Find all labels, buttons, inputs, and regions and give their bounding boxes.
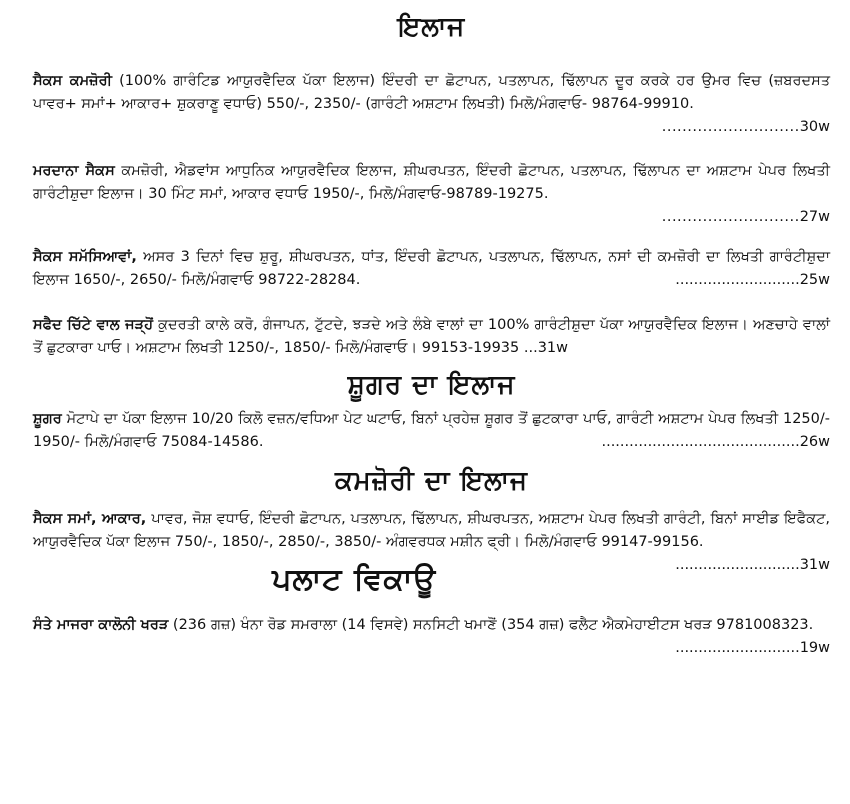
ad-body: ਕੁਦਰਤੀ ਕਾਲੇ ਕਰੋ, ਗੰਜਾਪਨ, ਟੁੱਟਦੇ, ਝੜਦੇ ਅਤੇ ਲੰਬੇ ਵਾਲਾਂ ਦਾ 100% ਗਾਰੰਟੀਸ਼ੁਦਾ ਪੱਕਾ ਆਯੁਰਵੈਦਿਕ ਇਲਾਜ। ਅਣਚਾਹੇ ਵਾਲਾਂ ਤੋਂ ਛੁਟਕਾਰਾ ਪਾਓ। ਅਸ਼ਟਾਮ ਲਿਖਤੀ 1250/-, 1850/- ਮਿਲੋ/ਮੰਗਵਾਓ। 99153-19935 ... bbox=[33, 317, 831, 356]
ad-body: ਮੋਟਾਪੇ ਦਾ ਪੱਕਾ ਇਲਾਜ 10/20 ਕਿਲੋ ਵਜ਼ਨ/ਵਧਿਆ ਪੇਟ ਘਟਾਓ, ਬਿਨਾਂ ਪ੍ਰਹੇਜ਼ ਸ਼ੂਗਰ ਤੋਂ ਛੁਟਕਾਰਾ ਪਾਓ, ਗਾਰੰਟੀ ਅਸ਼ਟਾਮ ਪੇਪਰ ਲਿਖਤੀ 1250/- 1950/- ਮਿਲੋ/ਮੰਗਵਾਓ 75084-14586. bbox=[33, 411, 830, 450]
section-heading: ਪਲਾਟ ਵਿਕਾਊ bbox=[272, 562, 437, 597]
ad-item bbox=[33, 408, 830, 454]
section-heading: ਇਲਾਜ bbox=[397, 12, 466, 42]
ad-text bbox=[33, 246, 830, 292]
ad-code-line bbox=[601, 431, 830, 454]
ad-item bbox=[33, 160, 830, 228]
section-heading: ਕਮਜ਼ੋਰੀ ਦਾ ਇਲਾਜ bbox=[334, 466, 529, 496]
ad-code-line bbox=[675, 269, 830, 292]
ad-dots: ........................... bbox=[661, 119, 800, 135]
ad-text bbox=[33, 70, 830, 116]
ad-lead: ਸੈਕਸ ਕਮਜ਼ੋਰੀ bbox=[33, 73, 112, 89]
section-heading: ਸ਼ੂਗਰ ਦਾ ਇਲਾਜ bbox=[347, 370, 516, 400]
ad-code: 19w bbox=[799, 640, 830, 656]
ad-dots: ........................... bbox=[661, 209, 800, 225]
ad-body: ਪਾਵਰ, ਜੋਸ਼ ਵਧਾਓ, ਇੰਦਰੀ ਛੋਟਾਪਨ, ਪਤਲਾਪਨ, ਢਿੱਲਾਪਨ, ਸ਼ੀਘਰਪਤਨ, ਅਸ਼ਟਾਮ ਪੇਪਰ ਲਿਖਤੀ ਗਾਰੰਟੀ, ਬਿਨਾਂ ਸਾਈਡ ਇਫੈਕਟ, ਆਯੁਰਵੈਦਿਕ ਪੱਕਾ ਇਲਾਜ 750/-, 1850/-, 2850/-, 3850/- ਅੰਗਵਰਧਕ ਮਸ਼ੀਨ ਫ੍ਰੀ। ਮਿਲੋ/ਮੰਗਵਾਓ 99147-99156. bbox=[33, 511, 830, 550]
ad-code: 26w bbox=[799, 434, 830, 450]
ad-body: (236 ਗਜ਼) ਖੰਨਾ ਰੋਡ ਸਮਰਾਲਾ (14 ਵਿਸਵੇ) ਸਨਸਿਟੀ ਖਮਾਣੋਂ (354 ਗਜ਼) ਫਲੈਟ ਐਕਮੇਹਾਈਟਸ ਖਰੜ 9781008323. bbox=[168, 617, 814, 633]
ad-text bbox=[33, 314, 830, 360]
ad-code-line bbox=[675, 554, 830, 577]
ad-lead: ਸਫੈਦ ਚਿੱਟੇ ਵਾਲ ਜੜ੍ਹੋਂ bbox=[33, 317, 153, 333]
ad-item bbox=[33, 314, 830, 360]
ad-text bbox=[33, 160, 830, 206]
ad-text bbox=[33, 508, 830, 573]
ad-code: 31w bbox=[799, 557, 830, 573]
ad-code-line bbox=[675, 637, 830, 660]
ad-item bbox=[33, 508, 830, 573]
ad-item bbox=[33, 246, 830, 292]
ad-dots: ........................................... bbox=[601, 434, 800, 450]
ad-code: 27w bbox=[799, 209, 830, 225]
ad-lead: ਸੈਕਸ ਸਮਾਂ, ਆਕਾਰ, bbox=[33, 511, 147, 527]
ad-text bbox=[33, 614, 830, 656]
ad-code-line bbox=[33, 206, 830, 228]
ad-lead: ਸੈਕਸ ਸਮੱਸਿਆਵਾਂ, bbox=[33, 249, 137, 265]
ad-code: 31w bbox=[537, 340, 568, 356]
ad-body: ਕਮਜ਼ੋਰੀ, ਐਡਵਾਂਸ ਆਧੁਨਿਕ ਆਯੁਰਵੈਦਿਕ ਇਲਾਜ, ਸ਼ੀਘਰਪਤਨ, ਇੰਦਰੀ ਛੋਟਾਪਨ, ਪਤਲਾਪਨ, ਢਿੱਲਾਪਨ ਦਾ ਅਸ਼ਟਾਮ ਪੇਪਰ ਲਿਖਤੀ ਗਾਰੰਟੀਸ਼ੁਦਾ ਇਲਾਜ। 30 ਮਿੰਟ ਸਮਾਂ, ਆਕਾਰ ਵਧਾਓ 1950/-, ਮਿਲੋ/ਮੰਗਵਾਓ-98789-19275. bbox=[33, 163, 830, 202]
ad-body: (100% ਗਾਰੰਟਿਡ ਆਯੁਰਵੈਦਿਕ ਪੱਕਾ ਇਲਾਜ) ਇੰਦਰੀ ਦਾ ਛੋਟਾਪਨ, ਪਤਲਾਪਨ, ਢਿੱਲਾਪਨ ਦੂਰ ਕਰਕੇ ਹਰ ਉਮਰ ਵਿਚ (ਜ਼ਬਰਦਸਤ ਪਾਵਰ+ ਸਮਾਂ+ ਆਕਾਰ+ ਸ਼ੁਕਰਾਣੂ ਵਧਾਓ) 550/-, 2350/- (ਗਾਰੰਟੀ ਅਸ਼ਟਾਮ ਲਿਖਤੀ) ਮਿਲੋ/ਮੰਗਵਾਓ- 98764-99910. bbox=[33, 73, 831, 112]
ad-dots: ........................... bbox=[675, 557, 800, 573]
ad-item bbox=[33, 70, 830, 138]
ad-item bbox=[33, 614, 830, 656]
ad-code-line bbox=[33, 116, 830, 138]
ad-body: ਅਸਰ 3 ਦਿਨਾਂ ਵਿਚ ਸ਼ੁਰੂ, ਸ਼ੀਘਰਪਤਨ, ਧਾਂਤ, ਇੰਦਰੀ ਛੋਟਾਪਨ, ਪਤਲਾਪਨ, ਢਿੱਲਾਪਨ, ਨਸਾਂ ਦੀ ਕਮਜ਼ੋਰੀ ਦਾ ਲਿਖਤੀ ਗਾਰੰਟੀਸ਼ੁਦਾ ਇਲਾਜ 1650/-, 2650/- ਮਿਲੋ/ਮੰਗਵਾਓ 98722-28284. bbox=[33, 249, 830, 288]
ad-dots: ........................... bbox=[675, 640, 800, 656]
ad-code: 25w bbox=[799, 272, 830, 288]
ad-lead: ਮਰਦਾਨਾ ਸੈਕਸ bbox=[33, 163, 115, 179]
ad-lead: ਸ਼ੂਗਰ bbox=[33, 411, 62, 427]
ad-dots: ........................... bbox=[675, 272, 800, 288]
ad-code: 30w bbox=[799, 119, 830, 135]
ad-text bbox=[33, 408, 830, 454]
ad-lead: ਸੰਤੇ ਮਾਜਰਾ ਕਾਲੋਨੀ ਖਰੜ bbox=[33, 617, 169, 633]
